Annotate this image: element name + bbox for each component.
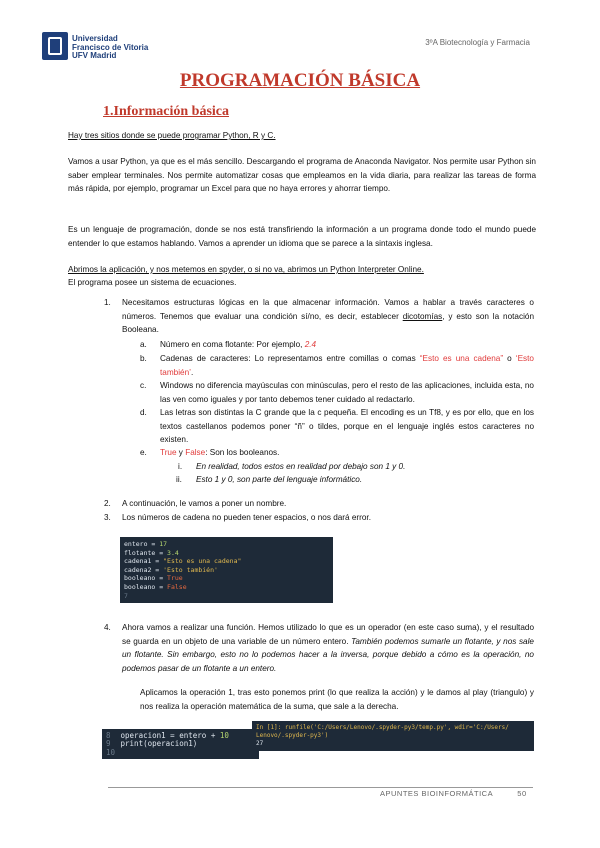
code-text: cadena2 =	[124, 565, 164, 574]
true-keyword: True	[160, 448, 177, 457]
code-line	[124, 540, 329, 549]
item4-italic: También podemos sumarle un flotante, y nos sale un flotante. Sin embargo, esto no lo podemos hacer a la inversa, porque debido a cómo es la operación, no podemos pasar de un flotante a un entero.	[122, 636, 534, 673]
item1-text-end: , y esto son la notación Booleana.	[122, 311, 535, 335]
code-text: booleano =	[124, 574, 168, 583]
code-line	[124, 557, 329, 566]
sub-b-end: .	[190, 367, 194, 377]
footer	[380, 789, 527, 798]
item1-text: Necesitamos estructuras lógicas en la que almacenar información. Vamos a hablar a través caracteres o números. Tenemos que evaluar una condición sí/no, es decir, establecer	[122, 298, 534, 321]
code-text: cadena1 =	[124, 557, 164, 566]
logo-line-2: Francisco de Vitoria	[72, 42, 149, 52]
paragraph-python: Vamos a usar Python, ya que es el más sencillo. Descargando el programa de Anaconda Navigator. Nos permite usar Python sin saber emplear terminales. Nos permite automatizar cosas que empleamos en la vida diaria, para realizar las tareas de forma más rápida, por ejemplo, programar un Excel para que no haya errores y ahorrar tiempo.	[68, 157, 536, 194]
footer-divider	[108, 787, 533, 788]
sub-label-e: e.	[140, 448, 147, 457]
code-value: "Esto es una cadena"	[163, 557, 242, 566]
sub-a-value: 2.4	[304, 340, 317, 349]
false-keyword: False	[185, 448, 206, 457]
sub-item-c: Windows no diferencia mayúsculas con minúsculas, pero el resto de las aplicaciones, incluida esta, no las ven como iguales y por tanto debemos tener cuidado al redactarlo.	[160, 381, 534, 404]
course-label: 3ºA Biotecnología y Farmacia	[425, 38, 530, 47]
sub-b-or: o	[503, 354, 516, 363]
code-snippet-variables	[120, 537, 333, 603]
list-item-4	[122, 621, 534, 675]
line-number: 7	[124, 591, 128, 600]
sub-item-i: En realidad, todos estos en realidad por debajo son 1 y 0.	[196, 462, 406, 471]
console-line: Lenovo/.spyder-py3')	[256, 732, 329, 739]
logo-line-1: Universidad	[72, 34, 118, 43]
paragraph-apply-operation: Aplicamos la operación 1, tras esto ponemos print (lo que realiza la acción) y le damos al play (triangulo) y nos realiza la operación matemática de la suma, que sale a la derecha.	[140, 688, 534, 711]
code-line	[106, 749, 255, 757]
list-number-1: 1.	[104, 298, 111, 307]
console-line: In [1]: runfile('C:/Users/Lenovo/.spyder-py3/temp.py', wdir='C:/Users/	[256, 724, 509, 731]
sub-e-text: : Son los booleanos.	[205, 448, 280, 457]
paragraph-equations: El programa posee un sistema de ecuaciones.	[68, 278, 237, 287]
university-logo-text	[72, 35, 148, 61]
section-title: 1.Información básica	[103, 104, 229, 119]
page-title: PROGRAMACIÓN BÁSICA	[179, 70, 421, 91]
code-line	[124, 583, 329, 592]
code-line	[124, 549, 329, 558]
item1-underlined: dicotomías	[402, 311, 443, 321]
sub-e-and: y	[176, 448, 186, 457]
page-number: 50	[517, 789, 527, 798]
sub-label-ii: ii.	[176, 475, 182, 484]
code-line	[124, 574, 329, 583]
console-output	[252, 721, 534, 751]
sub-a-text: Número en coma flotante: Por ejemplo,	[160, 340, 305, 349]
sub-b-text: Cadenas de caracteres: Lo representamos entre comillas o comas	[160, 354, 420, 363]
sub-item-d: Las letras son distintas la C grande que la c pequeña. El encoding es un Tf8, y es por ello, que en los textos castellanos podemos poner “ñ” o tildes, porque en el lenguaje inglés estos caracteres no existen.	[160, 408, 534, 445]
code-value: 3.4	[167, 548, 179, 557]
console-result: 27	[256, 740, 264, 747]
sub-b-string-1: “Esto es una cadena”	[419, 354, 504, 363]
list-number-3: 3.	[104, 513, 111, 522]
code-value: True	[167, 574, 183, 583]
code-line	[124, 566, 329, 575]
code-snippet-operation	[102, 729, 259, 759]
paragraph-language: Es un lenguaje de programación, donde se nos está transfiriendo la información a un programa donde todo el mundo puede entender lo que estamos hablando. Vamos a aprender un idioma que se parece a la sintaxis inglesa.	[68, 225, 536, 248]
sub-item-a	[160, 338, 534, 352]
code-line	[124, 592, 329, 601]
line-number: 10	[106, 747, 116, 757]
logo-line-3: UFV Madrid	[72, 51, 117, 61]
university-logo-icon	[42, 32, 68, 60]
code-value: 10	[219, 731, 229, 740]
code-value: False	[167, 582, 187, 591]
paragraph-intro: Hay tres sitios donde se puede programar Python, R y C.	[68, 131, 276, 140]
code-text: print(operacion1)	[120, 739, 198, 749]
line-number: 8	[106, 731, 111, 740]
sub-label-c: c.	[140, 381, 147, 390]
code-value: 'Esto también'	[163, 565, 218, 574]
list-item-2: A continuación, le vamos a poner un nombre.	[122, 499, 287, 508]
code-text: booleano =	[124, 582, 168, 591]
footer-label: APUNTES BIOINFORMÁTICA	[380, 789, 493, 798]
list-item-1	[122, 296, 534, 337]
sub-label-a: a.	[140, 340, 147, 349]
list-number-4: 4.	[104, 623, 111, 632]
item4-text: Ahora vamos a realizar una función. Hemos utilizado lo que es un operador (en este caso suma), y el resultado se guarda en un objeto de una variable de un número entero.	[122, 623, 534, 646]
code-text: operacion1 = entero +	[120, 731, 220, 740]
paragraph-open-app: Abrimos la aplicación, y nos metemos en spyder, o si no va, abrimos un Python Interpreter Online.	[68, 265, 424, 274]
list-item-3: Los números de cadena no pueden tener espacios, o nos dará error.	[122, 513, 371, 522]
code-text: flotante =	[124, 548, 168, 557]
code-line	[106, 740, 255, 748]
sub-item-ii: Esto 1 y 0, son parte del lenguaje informático.	[196, 475, 363, 484]
code-text: entero =	[124, 540, 160, 548]
line-number: 9	[106, 739, 111, 749]
sub-b-string-2: ‘Esto también’	[160, 354, 534, 377]
sub-item-b	[160, 352, 534, 379]
sub-label-d: d.	[140, 408, 147, 417]
sub-label-i: i.	[178, 462, 183, 471]
sub-item-e	[160, 446, 534, 460]
list-number-2: 2.	[104, 499, 111, 508]
sub-label-b: b.	[140, 354, 147, 363]
code-value: 17	[159, 540, 168, 548]
